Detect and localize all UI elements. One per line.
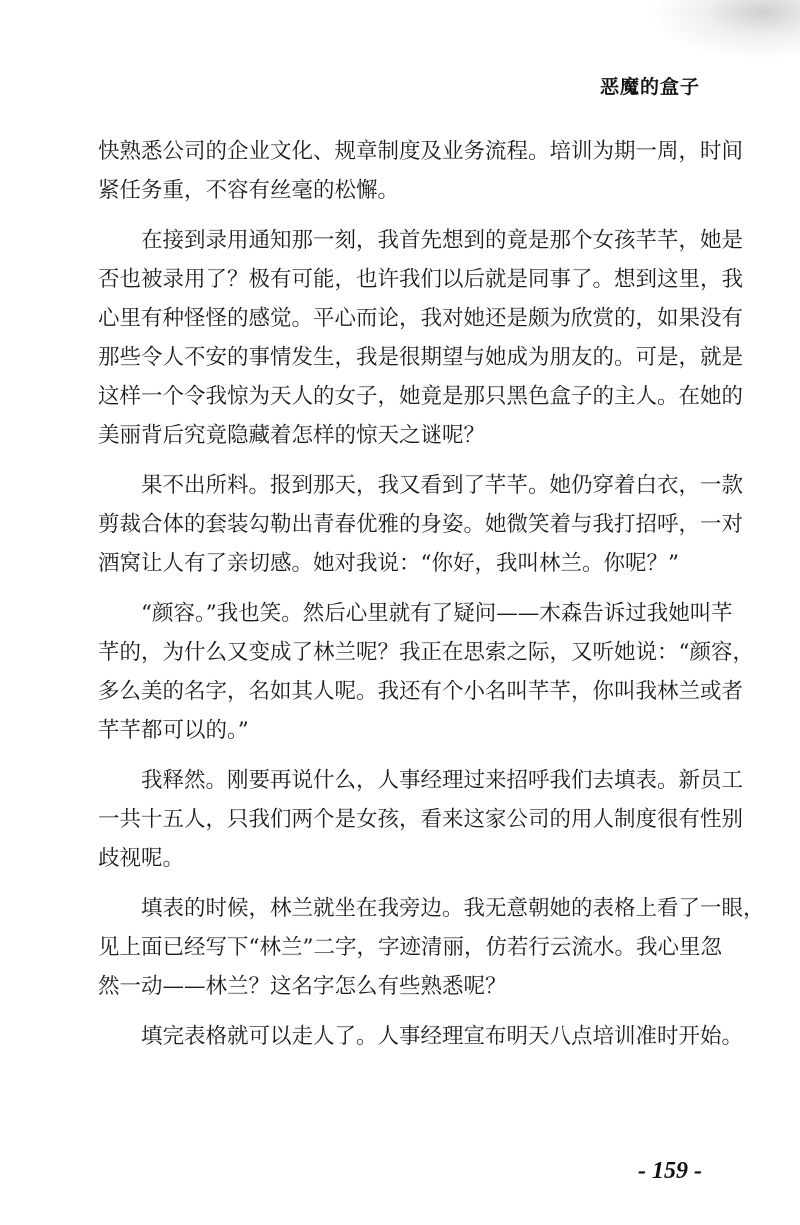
text-line: 见上面已经写下“林兰”二字，字迹清丽，仿若行云流水。我心里忽: [98, 935, 722, 960]
text-line: 芊的，为什么又变成了林兰呢？我正在思索之际，又听她说：“颜容，: [98, 640, 754, 665]
text-line: 果不出所料。报到那天，我又看到了芊芊。她仍穿着白衣，一款: [141, 473, 744, 498]
text-line: 我释然。刚要再说什么，人事经理过来招呼我们去填表。新员工: [141, 768, 744, 793]
text-line: “颜容。”我也笑。然后心里就有了疑问——木森告诉过我她叫芊: [141, 601, 733, 626]
paragraph: [98, 889, 765, 1006]
text-line: 这样一个令我惊为天人的女子，她竟是那只黑色盒子的主人。在她的: [98, 384, 744, 409]
paragraph: [98, 221, 744, 455]
running-header-title: 恶魔的盒子: [599, 76, 700, 98]
text-line: 歧视呢。: [98, 846, 185, 871]
text-line: 然一动——林兰？这名字怎么有些熟悉呢？: [98, 974, 507, 999]
text-line: 填完表格就可以走人了。人事经理宣布明天八点培训准时开始。: [141, 1024, 744, 1049]
text-line: 芊芊都可以的。”: [98, 718, 249, 743]
paragraph: [98, 132, 744, 210]
text-line: 那些令人不安的事情发生，我是很期望与她成为朋友的。可是，就是: [98, 345, 744, 370]
text-line: 酒窝让人有了亲切感。她对我说：“你好，我叫林兰。你呢？”: [98, 551, 679, 576]
body-text: [98, 132, 765, 1067]
paragraph: [98, 594, 754, 750]
text-line: 剪裁合体的套装勾勒出青春优雅的身姿。她微笑着与我打招呼，一对: [98, 512, 744, 537]
page-number: - 159 -: [638, 1158, 702, 1184]
text-line: 填表的时候，林兰就坐在我旁边。我无意朝她的表格上看了一眼，: [141, 896, 765, 921]
text-line: 否也被录用了？极有可能，也许我们以后就是同事了。想到这里，我: [98, 267, 744, 292]
text-line: 在接到录用通知那一刻，我首先想到的竟是那个女孩芊芊，她是: [141, 228, 744, 253]
text-line: 一共十五人，只我们两个是女孩，看来这家公司的用人制度很有性别: [98, 807, 744, 832]
paragraph: [98, 1017, 744, 1056]
text-line: 美丽背后究竟隐藏着怎样的惊天之谜呢？: [98, 423, 486, 448]
text-line: 多么美的名字，名如其人呢。我还有个小名叫芊芊，你叫我林兰或者: [98, 679, 744, 704]
scan-shadow: [650, 0, 800, 60]
paragraph: [98, 466, 744, 583]
text-line: 快熟悉公司的企业文化、规章制度及业务流程。培训为期一周，时间: [98, 139, 744, 164]
text-line: 紧任务重，不容有丝毫的松懈。: [98, 178, 400, 203]
paragraph: [98, 761, 744, 878]
text-line: 心里有种怪怪的感觉。平心而论，我对她还是颇为欣赏的，如果没有: [98, 306, 744, 331]
